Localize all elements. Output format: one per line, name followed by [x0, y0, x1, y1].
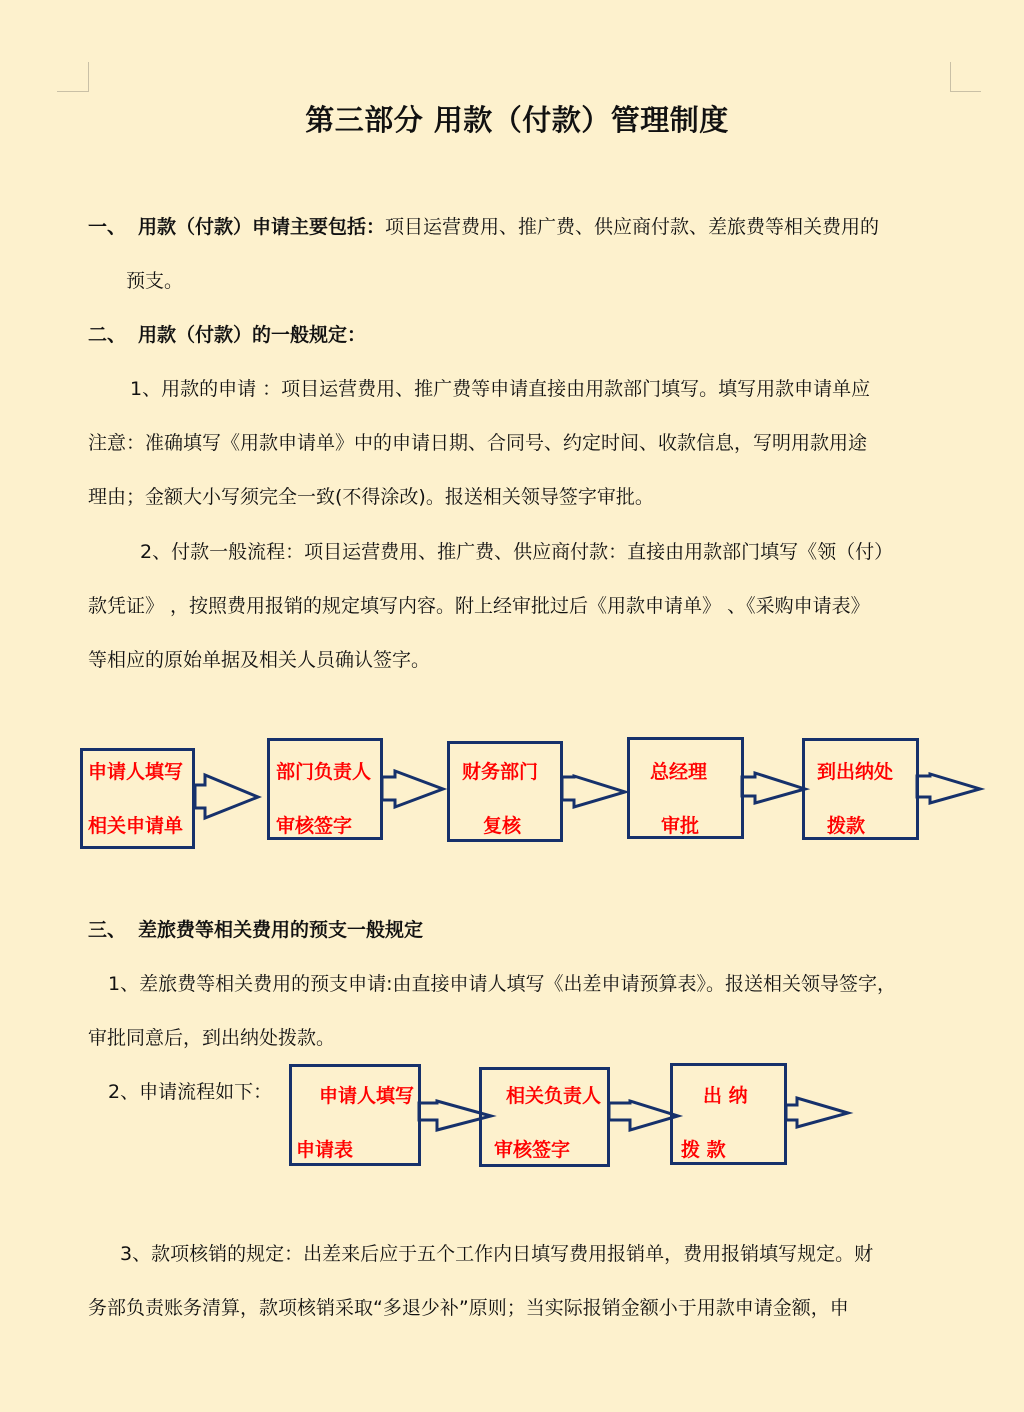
flow-step-travel-applicant: 申请人填写 申请表	[289, 1064, 421, 1166]
section-3-heading: 差旅费等相关费用的预支一般规定	[138, 919, 424, 941]
flow-step-general-manager: 总经理 审批	[627, 737, 744, 839]
arrow-icon	[195, 775, 258, 818]
section-2-item-1-line-3: 理由；金额大小写须完全一致(不得涂改)。报送相关领导签字审批。	[88, 486, 654, 508]
page-title: 第三部分 用款（付款）管理制度	[305, 103, 729, 137]
section-2-number: 二、	[88, 324, 127, 346]
arrow-icon	[917, 774, 980, 803]
section-1-text	[138, 215, 879, 239]
section-3-number: 三、	[88, 919, 127, 941]
section-1-heading: 用款（付款）申请主要包括：	[138, 216, 386, 238]
section-3-item-3-line-2: 务部负责账务清算，款项核销采取“多退少补”原则；当实际报销金额小于用款申请金额，申	[88, 1297, 849, 1319]
section-2-item-1-line-2: 注意：准确填写《用款申请单》中的申请日期、合同号、约定时间、收款信息，写明用款用途	[88, 432, 868, 454]
flow-step-travel-responsible: 相关负责人 审核签字	[479, 1067, 610, 1167]
section-3-item-3-line-1: 3、款项核销的规定：出差来后应于五个工作内日填写费用报销单，费用报销填写规定。财	[120, 1243, 874, 1265]
arrow-icon	[786, 1098, 848, 1127]
crop-mark-top-right	[950, 62, 981, 92]
section-2-item-2-line-2: 款凭证》 ，按照费用报销的规定填写内容。附上经审批过后《用款申请单》 、《采购申请表》	[88, 595, 870, 617]
arrow-icon	[609, 1101, 678, 1130]
arrow-icon	[742, 773, 805, 803]
section-3-item-2-line-1: 2、申请流程如下：	[108, 1081, 273, 1103]
section-2-heading: 用款（付款）的一般规定：	[138, 324, 367, 346]
flow-step-finance: 财务部门 复核	[447, 741, 563, 842]
flow-step-cashier: 到出纳处 拨款	[802, 738, 919, 840]
section-1-number: 一、	[88, 216, 127, 238]
section-2-item-2-line-1: 2、付款一般流程：项目运营费用、推广费、供应商付款：直接由用款部门填写《领（付）	[140, 541, 894, 563]
arrow-icon	[382, 771, 443, 807]
section-2-item-1-line-1: 1、用款的申请 ：项目运营费用、推广费等申请直接由用款部门填写。填写用款申请单应	[130, 378, 871, 400]
section-1-body-continued: 预支。	[126, 270, 184, 292]
flow-step-travel-cashier: 出 纳 拨 款	[670, 1063, 787, 1165]
section-3-item-1-line-2: 审批同意后，到出纳处拨款。	[88, 1027, 336, 1049]
arrow-icon	[562, 776, 625, 807]
section-1-body: 项目运营费用、推广费、供应商付款、差旅费等相关费用的	[385, 216, 880, 238]
section-3-item-1-line-1: 1、差旅费等相关费用的预支申请:由直接申请人填写《出差申请预算表》。报送相关领导签字，	[108, 973, 896, 995]
section-2-item-2-line-3: 等相应的原始单据及相关人员确认签字。	[88, 649, 431, 671]
crop-mark-top-left	[57, 62, 89, 92]
flow-step-dept-head: 部门负责人 审核签字	[267, 738, 383, 840]
flow-step-applicant: 申请人填写 相关申请单	[80, 748, 195, 849]
